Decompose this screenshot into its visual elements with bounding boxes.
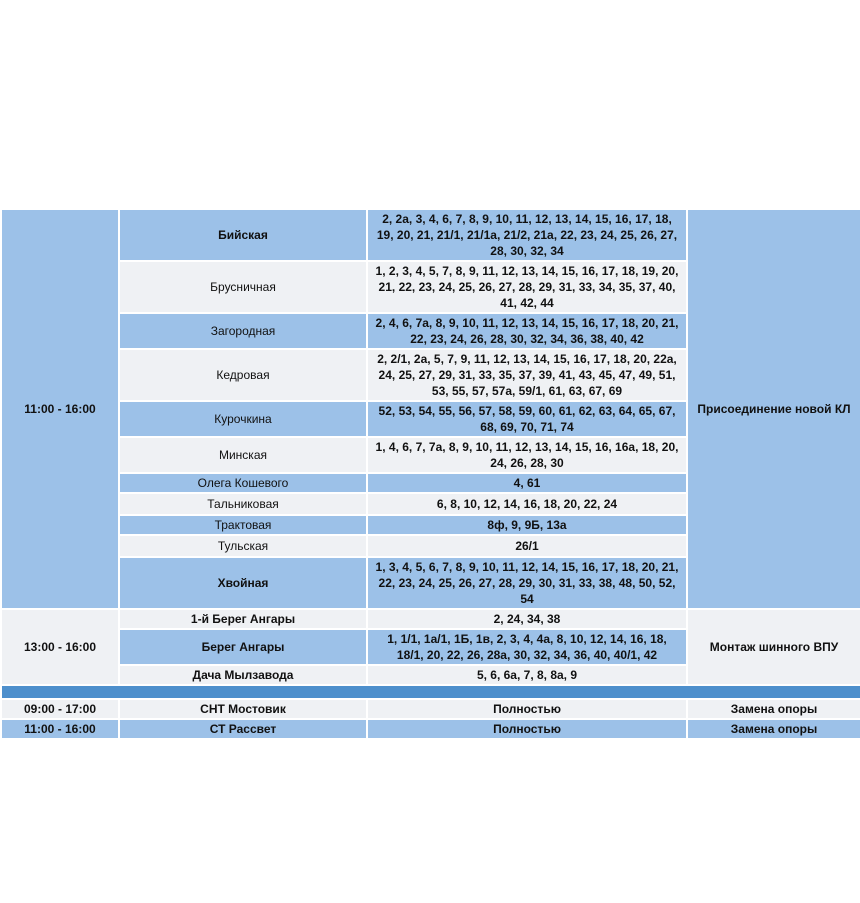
reason-cell: Замена опоры [687,699,860,719]
table-row [1,719,860,739]
divider-bar [1,685,860,699]
street-cell: Бийская [119,209,367,261]
time-cell: 09:00 - 17:00 [1,699,119,719]
table-row [1,209,860,261]
reason-cell: Замена опоры [687,719,860,739]
street-cell: 1-й Берег Ангары [119,609,367,629]
section-divider [1,685,860,699]
street-cell: Дача Мылзавода [119,665,367,685]
street-cell: Олега Кошевого [119,473,367,493]
houses-cell: 2, 2а, 3, 4, 6, 7, 8, 9, 10, 11, 12, 13, 14, 15, 16, 17, 18, 19, 20, 21, 21/1, 21/1а, 21/2, 21а, 22, 23, 24, 25, 26, 27, 28, 30, 32, 34 [367,209,687,261]
houses-cell: 5, 6, 6а, 7, 8, 8а, 9 [367,665,687,685]
street-cell: Тульская [119,535,367,557]
time-cell: 11:00 - 16:00 [1,719,119,739]
houses-cell: 1, 2, 3, 4, 5, 7, 8, 9, 11, 12, 13, 14, 15, 16, 17, 18, 19, 20, 21, 22, 23, 24, 25, 26, 27, 28, 29, 31, 33, 34, 35, 37, 40, 41, 42, 44 [367,261,687,313]
outage-schedule-table [0,208,860,740]
table-row [1,699,860,719]
houses-cell: 6, 8, 10, 12, 14, 16, 18, 20, 22, 24 [367,493,687,515]
houses-cell: 52, 53, 54, 55, 56, 57, 58, 59, 60, 61, 62, 63, 64, 65, 67, 68, 69, 70, 71, 74 [367,401,687,437]
time-cell: 13:00 - 16:00 [1,609,119,685]
street-cell: Трактовая [119,515,367,535]
houses-cell: 1, 3, 4, 5, 6, 7, 8, 9, 10, 11, 12, 14, 15, 16, 17, 18, 20, 21, 22, 23, 24, 25, 26, 27, 28, 29, 30, 31, 33, 38, 48, 50, 52, 54 [367,557,687,609]
houses-cell: Полностью [367,699,687,719]
street-cell: Кедровая [119,349,367,401]
houses-cell: Полностью [367,719,687,739]
houses-cell: 2, 24, 34, 38 [367,609,687,629]
table-row [1,609,860,629]
street-cell: Берег Ангары [119,629,367,665]
reason-cell: Присоединение новой КЛ [687,209,860,609]
houses-cell: 1, 4, 6, 7, 7а, 8, 9, 10, 11, 12, 13, 14, 15, 16, 16а, 18, 20, 24, 26, 28, 30 [367,437,687,473]
reason-cell: Монтаж шинного ВПУ [687,609,860,685]
street-cell: СТ Рассвет [119,719,367,739]
time-cell: 11:00 - 16:00 [1,209,119,609]
houses-cell: 2, 4, 6, 7а, 8, 9, 10, 11, 12, 13, 14, 15, 16, 17, 18, 20, 21, 22, 23, 24, 26, 28, 30, 32, 34, 36, 38, 40, 42 [367,313,687,349]
houses-cell: 1, 1/1, 1а/1, 1Б, 1в, 2, 3, 4, 4а, 8, 10, 12, 14, 16, 18, 18/1, 20, 22, 26, 28а, 30, 32, 34, 36, 40, 40/1, 42 [367,629,687,665]
street-cell: Загородная [119,313,367,349]
street-cell: Брусничная [119,261,367,313]
street-cell: Хвойная [119,557,367,609]
houses-cell: 8ф, 9, 9Б, 13а [367,515,687,535]
street-cell: СНТ Мостовик [119,699,367,719]
street-cell: Тальниковая [119,493,367,515]
houses-cell: 2, 2/1, 2а, 5, 7, 9, 11, 12, 13, 14, 15, 16, 17, 18, 20, 22а, 24, 25, 27, 29, 31, 33, 35, 37, 39, 41, 43, 45, 47, 49, 51, 53, 55, 57, 57а, 59/1, 61, 63, 67, 69 [367,349,687,401]
houses-cell: 26/1 [367,535,687,557]
houses-cell: 4, 61 [367,473,687,493]
street-cell: Минская [119,437,367,473]
street-cell: Курочкина [119,401,367,437]
